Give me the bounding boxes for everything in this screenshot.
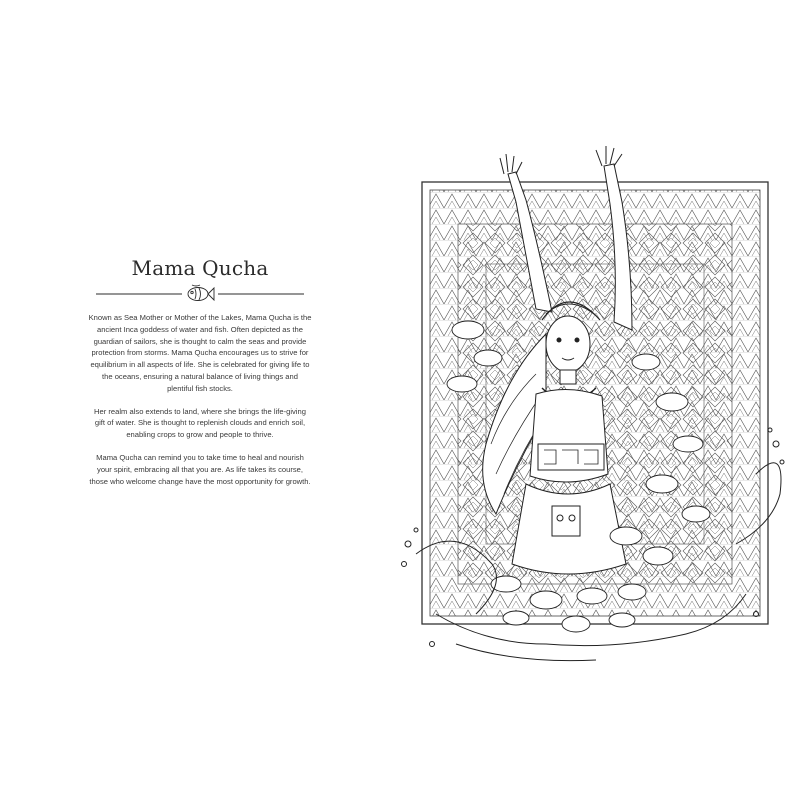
title-divider — [96, 282, 304, 306]
paragraph: Her realm also extends to land, where she brings the life-giving gift of water. She is thought to replenish clouds and enrich soil, enabling crops to grow and people to thrive. — [94, 406, 306, 440]
paragraph: Known as Sea Mother or Mother of the Lakes, Mama Qucha is the ancient Inca goddess of water and fish. Often depicted as the guardian of sailors, she is thought to calm the seas and provide protection from storms. Mama Qucha encourages us to strive for equilibrium in all aspects of life. She is celebrated for giving life to the oceans, ensuring a natural balance of living things and plentiful fish stocks. — [88, 313, 312, 393]
fish-icon — [188, 285, 214, 301]
coloring-illustration — [396, 144, 788, 664]
page-title: Mama Qucha — [131, 256, 269, 280]
body-text — [88, 312, 312, 498]
paragraph: Mama Qucha can remind you to take time to heal and nourish your spirit, embracing all that you are. As life takes its course, those who welcome change have the most opportunity for growth. — [89, 452, 311, 486]
